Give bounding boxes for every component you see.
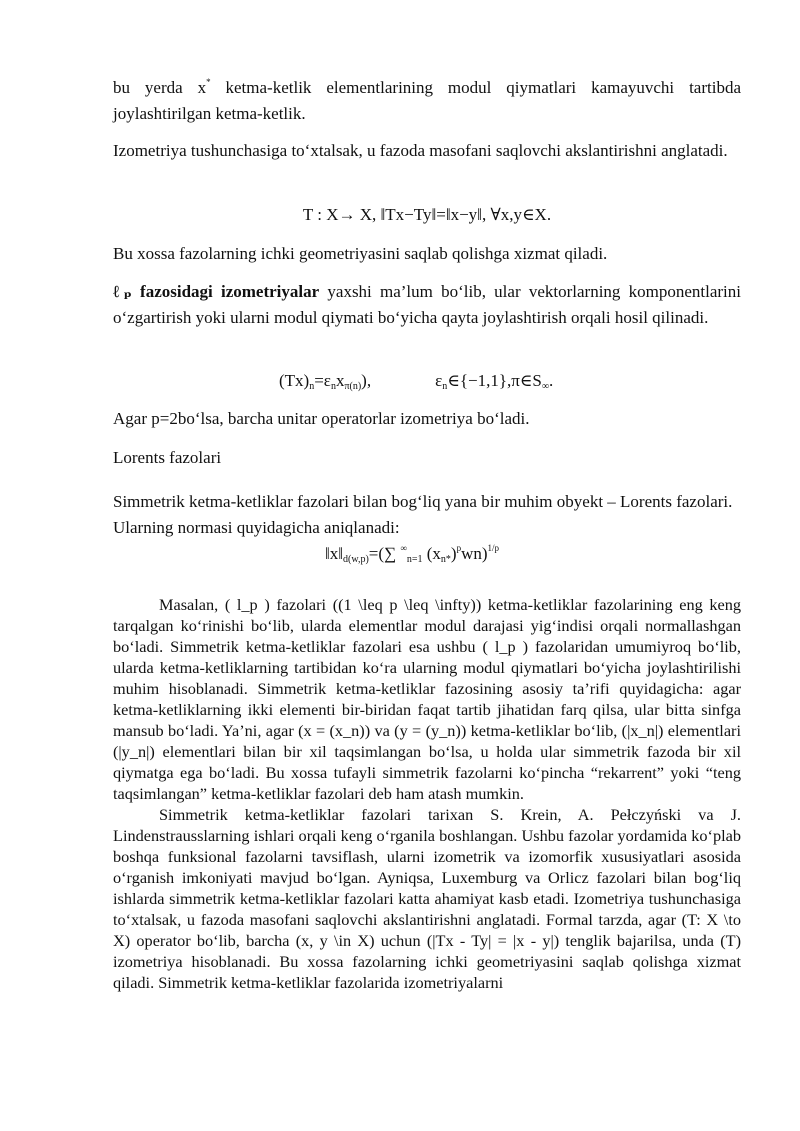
- text-run: ketma-ketlik elementlarining modul qiymatlari kamayuvchi tartibda joylashtirilgan ketma-ketlik.: [113, 78, 741, 123]
- body-paragraph-1: Masalan, ( l_p ) fazolari ((1 \leq p \leq \infty)) ketma-ketliklar fazolarining eng keng tarqalgan ko‘rinishi bo‘lib, ularda elementlar modul darajasi yig‘indisi orqali normallashgan bo‘ladi. Simmetrik ketma-ketliklar fazolari esa ushbu ( l_p ) fazolaridan umumiyroq bo‘lib, ularda ketma-ketliklarning tartibidan ko‘ra ularning modul qiymatlari bo‘yicha joylashtirilishi muhim hisoblanadi. Simmetrik ketma-ketliklar fazosining asosiy ta’rifi quyidagicha: agar ketma-ketliklarning ikki elementi bir-biridan faqat tartib jihatidan farq qilsa, ular bitta sinfga mansub bo‘ladi. Ya’ni, agar (x = (x_n)) va (y = (y_n)) ketma-ketliklar bo‘lib, (|x_n|) elementlari (|y_n|) elementlari bilan bir xil taqsimlangan bo‘lsa, u holda ular simmetrik fazoda bir xil qiymatga ega bo‘ladi. Bu xossa tufayli simmetrik fazolarni ko‘pincha “rekarrent” yoki “teng taqsimlangan” ketma-ketliklar fazolari deb ham atash mumkin.: [113, 595, 741, 803]
- text-run: (x: [422, 544, 441, 563]
- intro-paragraph-5: Agar p=2bo‘lsa, barcha unitar operatorlar izometriya bo‘ladi.: [113, 409, 530, 428]
- lorentz-paragraph: Simmetrik ketma-ketliklar fazolari bilan bog‘liq yana bir muhim obyekt – Lorents fazolari. Ularning normasi quyidagicha aniqlanadi:: [113, 492, 733, 537]
- body-text: [113, 594, 741, 993]
- text-run: yaxshi ma’lum bo‘lib, ular vektorlarning komponentlarini o‘zgartirish yoki ularni modul qiymati bo‘yicha qayta joylashtirish orqali hosil qilinadi.: [113, 282, 742, 327]
- text-run: ‖x‖: [325, 544, 344, 563]
- superscript-star: *: [206, 77, 211, 87]
- superscript: 1/p: [487, 543, 500, 553]
- text-run: wn): [461, 544, 488, 563]
- text-run: ∈{−1,1},π∈S: [447, 371, 542, 390]
- text-run: ): [450, 544, 457, 563]
- text-run: ),: [361, 371, 372, 390]
- text-run: ε: [435, 371, 443, 390]
- lorentz-norm-formula: [325, 541, 705, 567]
- subscript: ∞: [541, 381, 549, 392]
- subscript: d(w,p): [343, 554, 369, 565]
- bold-term: ℓₚ fazosidagi izometriyalar: [113, 282, 320, 301]
- section-heading: Lorents fazolari: [113, 448, 222, 467]
- intro-paragraph-3: Bu xossa fazolarning ichki geometriyasini saqlab qolishga xizmat qiladi.: [113, 244, 608, 263]
- subscript: n: [309, 381, 315, 392]
- intro-paragraph-1: [113, 75, 741, 126]
- superscript: ∞: [400, 543, 407, 553]
- subscript: n: [330, 381, 336, 392]
- intro-paragraph-4: [113, 279, 741, 330]
- text-run: (Tx): [279, 371, 310, 390]
- text-run: .: [549, 371, 554, 390]
- text-run: =(∑: [368, 544, 401, 563]
- subscript: n*: [440, 554, 451, 565]
- isometry-formula: T : X→ X, ‖Tx−Ty‖=‖x−y‖, ∀x,y∈X.: [302, 205, 552, 224]
- subscript: n=1: [406, 554, 423, 565]
- subscript: π(n): [344, 381, 362, 392]
- text-run: x: [335, 371, 345, 390]
- subscript: n: [442, 381, 448, 392]
- body-paragraph-2: Simmetrik ketma-ketliklar fazolari tarixan S. Krein, A. Pełczyński va J. Lindenstrausslarning ishlari orqali keng o‘rganila boshlangan. Ushbu fazolar yordamida ko‘plab boshqa funksional fazolarni tavsiflash, ularni izometrik va izomorfik xususiyatlari asosida o‘rganish imkoniyati mavjud bo‘lgan. Ayniqsa, Luxemburg va Orlicz fazolari bilan bog‘liq ishlarda simmetrik ketma-ketliklar fazolari katta ahamiyat kasb etadi. Izometriya tushunchasiga to‘xtalsak, u fazoda masofani saqlovchi akslantirishni anglatadi. Formal tarzda, agar (T: X \to X) operator bo‘lib, barcha (x, y \in X) uchun (|Tx - Ty| = |x - y|) tenglik bajarilsa, unda (T) izometriya hisoblanadi. Bu xossa fazolarning ichki geometriyasini saqlab qolishga xizmat qiladi. Simmetrik ketma-ketliklar fazolarida izometriyalarni: [113, 805, 741, 992]
- text-run: =ε: [314, 371, 331, 390]
- permutation-formula: [279, 368, 699, 394]
- intro-paragraph-2: Izometriya tushunchasiga to‘xtalsak, u fazoda masofani saqlovchi akslantirishni anglatadi.: [113, 141, 728, 160]
- superscript: p: [456, 543, 462, 553]
- text-run: bu yerda x: [113, 78, 207, 97]
